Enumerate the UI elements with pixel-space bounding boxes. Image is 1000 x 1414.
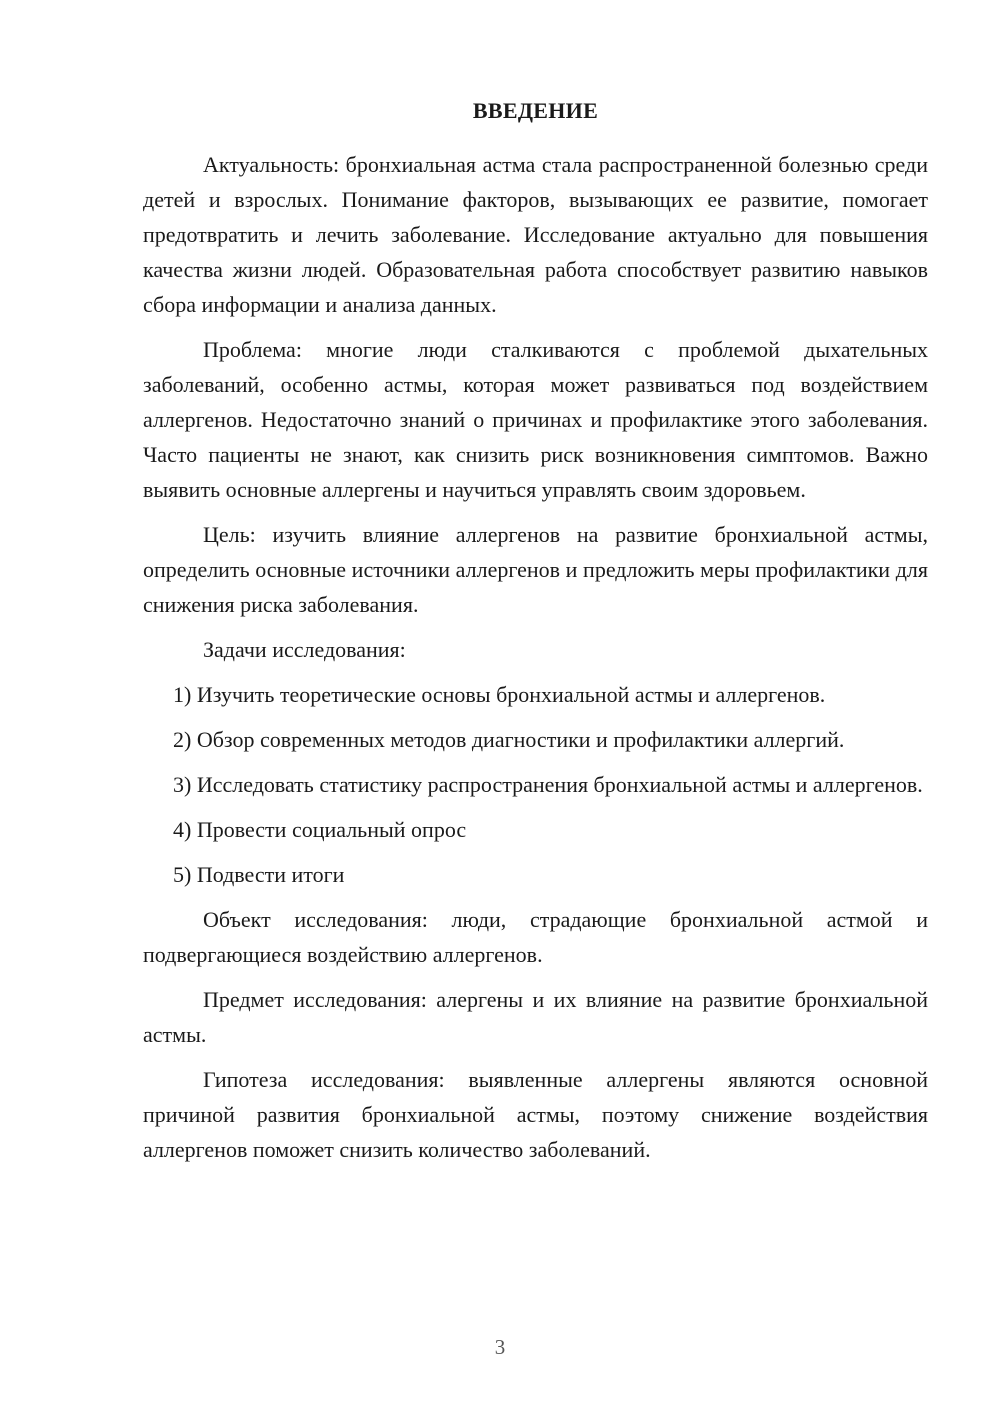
task-item-3: 3) Исследовать статистику распространения бронхиальной астмы и аллергенов. [173,772,923,797]
paragraph-object: Объект исследования: люди, страдающие бронхиальной астмой и подвергающиеся воздействию аллергенов. [143,907,928,967]
tasks-title: Задачи исследования: [203,637,406,662]
page-number: 3 [494,1335,506,1359]
task-item-2: 2) Обзор современных методов диагностики и профилактики аллергий. [173,727,845,752]
document-page [143,95,928,1177]
paragraph-hypothesis: Гипотеза исследования: выявленные аллергены являются основной причиной развития бронхиальной астмы, поэтому снижение воздействия аллергенов поможет снизить количество заболеваний. [143,1067,928,1162]
paragraph-relevance: Актуальность: бронхиальная астма стала распространенной болезнью среди детей и взрослых. Понимание факторов, вызывающих ее развитие, помогает предотвратить и лечить заболевание. Исследование актуально для повышения качества жизни людей. Образовательная работа способствует развитию навыков сбора информации и анализа данных. [143,152,928,317]
paragraph-problem: Проблема: многие люди сталкиваются с проблемой дыхательных заболеваний, особенно астмы, которая может развиваться под воздействием аллергенов. Недостаточно знаний о причинах и профилактике этого заболевания. Часто пациенты не знают, как снизить риск возникновения симптомов. Важно выявить основные аллергены и научиться управлять своим здоровьем. [143,337,928,502]
paragraph-subject: Предмет исследования: алергены и их влияние на развитие бронхиальной астмы. [143,987,928,1047]
section-heading: ВВЕДЕНИЕ [472,98,599,123]
task-item-5: 5) Подвести итоги [173,862,345,887]
task-item-4: 4) Провести социальный опрос [173,817,467,842]
paragraph-goal: Цель: изучить влияние аллергенов на развитие бронхиальной астмы, определить основные источники аллергенов и предложить меры профилактики для снижения риска заболевания. [143,522,928,617]
task-item-1: 1) Изучить теоретические основы бронхиальной астмы и аллергенов. [173,682,826,707]
